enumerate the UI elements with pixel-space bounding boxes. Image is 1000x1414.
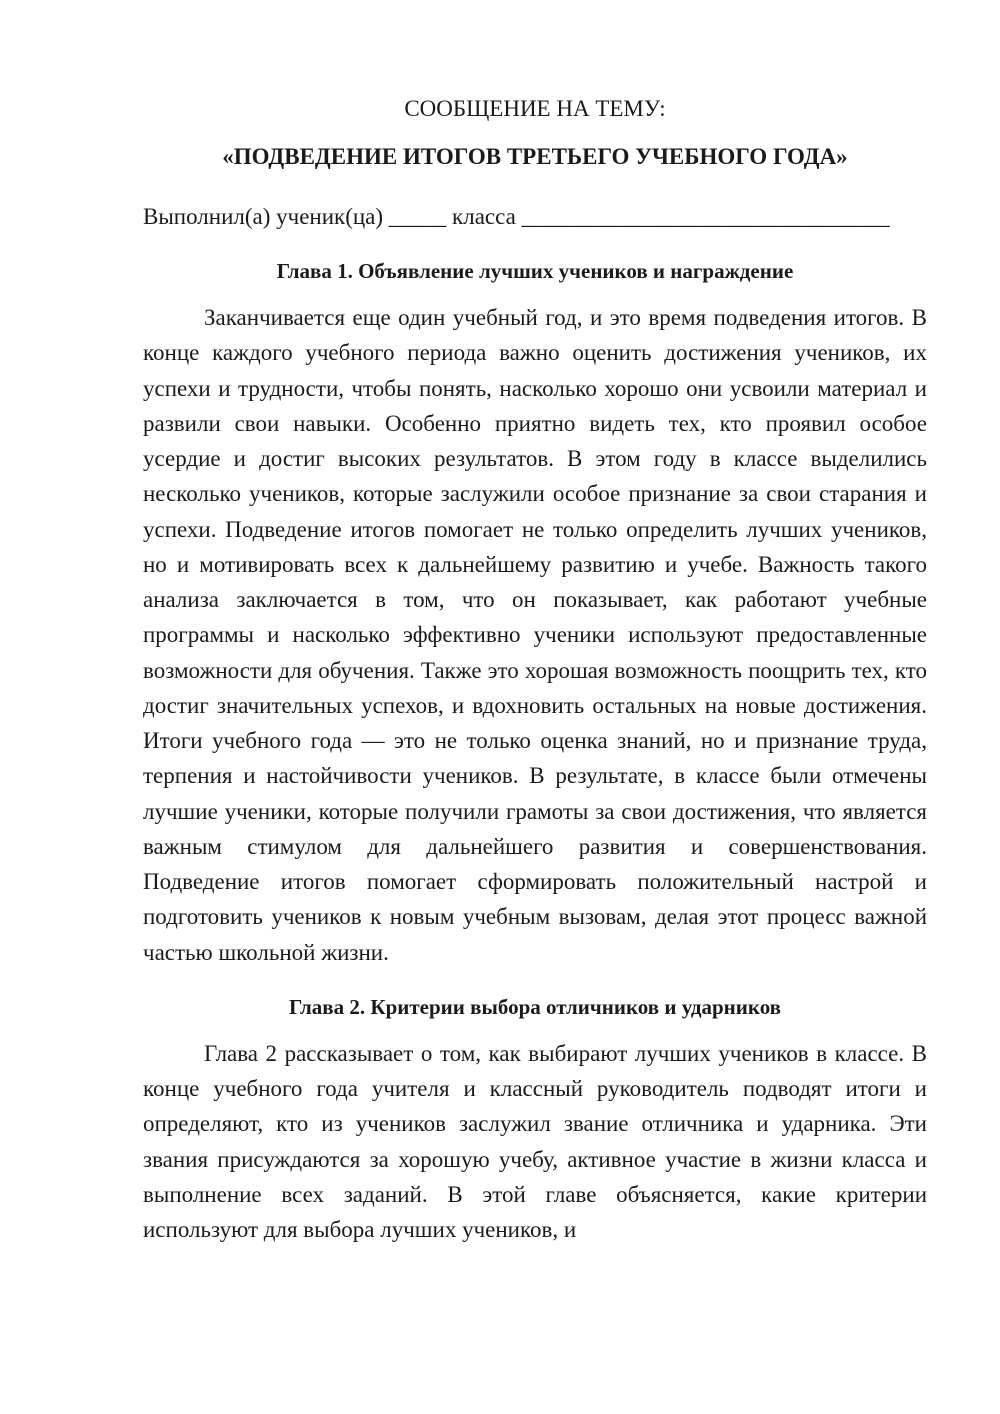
document-topic: «ПОДВЕДЕНИЕ ИТОГОВ ТРЕТЬЕГО УЧЕБНОГО ГОДА» <box>222 144 848 169</box>
chapter-2-text: Глава 2 рассказывает о том, как выбирают лучших учеников в классе. В конце учебного года учителя и классный руководитель подводят итоги и определяют, кто из учеников заслужил звание отличника и ударника. Эти звания присуждаются за хорошую учебу, активное участие в жизни класса и выполнение всех заданий. В этой главе объясняется, какие критерии используют для выбора лучших учеников, и <box>143 1040 927 1242</box>
chapter-1-title: Глава 1. Объявление лучших учеников и награждение <box>276 259 794 283</box>
author-line: Выполнил(а) ученик(ца) _____ класса ________________________________ <box>143 204 890 229</box>
chapter-1-text: Заканчивается еще один учебный год, и это время подведения итогов. В конце каждого учебного периода важно оценить достижения учеников, их успехи и трудности, чтобы понять, насколько хорошо они усвоили материал и развили свои навыки. Особенно приятно видеть тех, кто проявил особое усердие и достиг высоких результатов. В этом году в классе выделились несколько учеников, которые заслужили особое признание за свои старания и успехи. Подведение итогов помогает не только определить лучших учеников, но и мотивировать всех к дальнейшему развитию и учебе. Важность такого анализа заключается в том, что он показывает, как работают учебные программы и насколько эффективно ученики используют предоставленные возможности для обучения. Также это хорошая возможность поощрить тех, кто достиг значительных успехов, и вдохновить остальных на новые достижения. Итоги учебного года — это не только оценка знаний, но и признание труда, терпения и настойчивости учеников. В результате, в классе были отмечены лучшие ученики, которые получили грамоты за свои достижения, что является важным стимулом для дальнейшего развития и совершенствования. Подведение итогов помогает сформировать положительный настрой и подготовить учеников к новым учебным вызовам, делая этот процесс важной частью школьной жизни. <box>143 305 927 965</box>
document-heading: СООБЩЕНИЕ НА ТЕМУ: <box>404 96 666 121</box>
document-page <box>143 92 927 1247</box>
chapter-2-title: Глава 2. Критерии выбора отличников и ударников <box>288 994 782 1019</box>
